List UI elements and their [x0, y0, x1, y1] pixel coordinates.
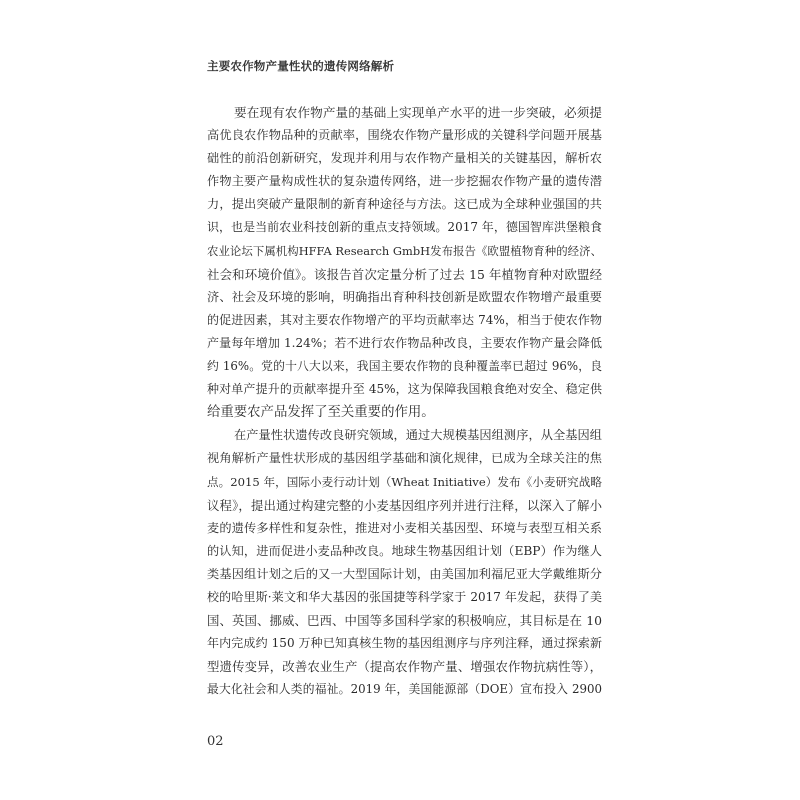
text-line: 在产量性状遗传改良研究领域，通过大规模基因组测序，从全基因组 [234, 428, 602, 443]
paragraph-2 [207, 424, 602, 701]
text-line: 给重要农产品发挥了至关重要的作用。 [207, 405, 435, 421]
text-line: 高优良农作物品种的贡献率，围绕农作物产量形成的关键科学问题开展基 [207, 128, 602, 143]
text-line: 麦的遗传多样性和复杂性，推进对小麦相关基因型、环境与表型互相关系 [207, 520, 602, 535]
text-line: 种对单产提升的贡献率提升至 45%，这为保障我国粮食绝对安全、稳定供 [207, 382, 602, 397]
text-line: 的促进因素，其对主要农作物增产的平均贡献率达 74%，相当于使农作物 [207, 312, 602, 327]
running-head: 主要农作物产量性状的遗传网络解析 [207, 59, 395, 73]
text-line: 国、英国、挪威、巴西、中国等多国科学家的积极响应，其目标是在 10 [207, 613, 602, 629]
text-line: 产量每年增加 1.24%；若不进行农作物品种改良，主要农作物产量会降低 [207, 335, 602, 350]
text-line: 社会和环境价值》。该报告首次定量分析了过去 15 年植物育种对欧盟经 [207, 266, 602, 282]
text-line: 济、社会及环境的影响，明确指出育种科技创新是欧盟农作物增产最重要 [207, 289, 602, 304]
text-line: 作物主要产量构成性状的复杂遗传网络，进一步挖掘农作物产量的遗传潜 [207, 174, 602, 189]
text-line: 农业论坛下属机构HFFA Research GmbH发布报告《欧盟植物育种的经济、 [207, 243, 602, 258]
text-line: 力，提出突破产量限制的新育种途径与方法。这已成为全球种业强国的共 [207, 197, 602, 212]
page-number: 02 [207, 734, 224, 749]
text-line: 要在现有农作物产量的基础上实现单产水平的进一步突破，必须提 [234, 105, 602, 120]
text-line: 识，也是当前农业科技创新的重点支持领域。2017 年，德国智库洪堡粮食 [207, 220, 602, 235]
body-text [207, 101, 602, 701]
text-line: 点。2015 年，国际小麦行动计划（Wheat Initiative）发布《小麦研究战略 [207, 474, 602, 489]
text-line: 型遗传变异，改善农业生产（提高农作物产量、增强农作物抗病性等）， [207, 659, 602, 675]
text-line: 的认知，进而促进小麦品种改良。地球生物基因组计划（EBP）作为继人 [207, 543, 602, 558]
text-line: 础性的前沿创新研究，发现并利用与农作物产量相关的关键基因，解析农 [207, 151, 602, 166]
text-line: 议程》，提出通过构建完整的小麦基因组序列并进行注释，以深入了解小 [207, 497, 602, 513]
text-line: 约 16%。党的十八大以来，我国主要农作物的良种覆盖率已超过 96%，良 [207, 359, 602, 374]
text-line: 视角解析产量性状形成的基因组学基础和演化规律，已成为全球关注的焦 [207, 451, 602, 466]
paragraph-1 [207, 101, 602, 424]
text-line: 最大化社会和人类的福祉。2019 年，美国能源部（DOE）宣布投入 2900 [207, 682, 602, 697]
text-line: 类基因组计划之后的又一大型国际计划，由美国加利福尼亚大学戴维斯分 [207, 566, 602, 581]
text-line: 校的哈里斯·莱文和华大基因的张国捷等科学家于 2017 年发起，获得了美 [207, 589, 602, 604]
text-line: 年内完成约 150 万种已知真核生物的基因组测序与序列注释，通过探索新 [207, 636, 602, 651]
